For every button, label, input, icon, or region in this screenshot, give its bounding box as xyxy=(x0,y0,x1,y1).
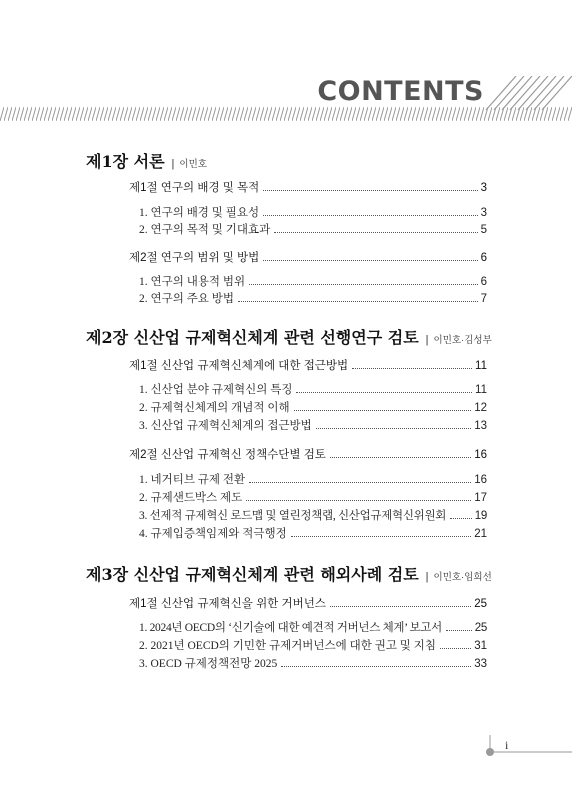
dot-leader xyxy=(246,500,471,501)
dot-leader xyxy=(330,606,471,607)
chapter-heading[interactable] xyxy=(86,149,207,172)
page-number: 19 xyxy=(474,510,487,522)
item-title: 3. 선제적 규제혁신 로드맵 및 열린정책랩, 신산업규제혁신위원회 xyxy=(139,510,447,522)
item-title: 4. 규제입증책임제와 적극행정 xyxy=(139,528,287,540)
item-title: 2. 연구의 목적 및 기대효과 xyxy=(139,224,271,236)
item-title: 1. 네거티브 규제 전환 xyxy=(139,474,246,486)
item-title: 1. 2024년 OECD의 ‘신기술에 대한 예견적 거버넌스 체계’ 보고서 xyxy=(139,622,442,634)
dot-leader xyxy=(446,630,472,631)
page-number: 6 xyxy=(480,276,487,288)
dot-leader xyxy=(316,428,471,429)
page-number-footer: i xyxy=(505,738,509,752)
dot-leader xyxy=(263,190,477,191)
chapter-authors: 이민호·김성부 xyxy=(433,335,492,346)
page-number: 31 xyxy=(474,640,487,652)
dot-leader xyxy=(274,232,477,233)
chapter-separator: | xyxy=(425,571,429,583)
item-title: 2. 규제샌드박스 제도 xyxy=(139,492,243,504)
page-number: 7 xyxy=(480,293,487,305)
chapter-authors: 이민호·임희선 xyxy=(433,572,492,583)
toc-item-row[interactable] xyxy=(139,489,487,505)
chapter-heading[interactable] xyxy=(86,325,492,348)
toc-item-row[interactable] xyxy=(139,381,487,397)
chapter-title: 제3장 신산업 규제혁신체계 관련 해외사례 검토 xyxy=(86,565,419,584)
dot-leader xyxy=(294,410,472,411)
toc-section-row[interactable] xyxy=(129,179,487,195)
page-number: 16 xyxy=(474,449,487,461)
page-number: 12 xyxy=(474,402,487,414)
section-title: 제1절 연구의 배경 및 목적 xyxy=(129,182,260,194)
toc-item-row[interactable] xyxy=(139,619,487,635)
header-stripes xyxy=(482,76,572,110)
footer-rule xyxy=(0,735,572,775)
chapter-separator: | xyxy=(425,334,429,346)
page-number: 25 xyxy=(474,622,487,634)
dot-leader xyxy=(281,666,471,667)
toc-item-row[interactable] xyxy=(139,399,487,415)
dot-leader xyxy=(263,260,477,261)
page-number: 6 xyxy=(480,252,487,264)
toc-section-row[interactable] xyxy=(129,357,487,373)
item-title: 2. 2021년 OECD의 기민한 규제거버넌스에 대한 권고 및 지침 xyxy=(139,640,436,652)
item-title: 1. 연구의 배경 및 필요성 xyxy=(139,207,260,219)
toc-section-row[interactable] xyxy=(129,595,487,611)
dot-leader xyxy=(263,215,477,216)
section-title: 제1절 신산업 규제혁신체계에 대한 접근방법 xyxy=(129,360,349,372)
chapter-authors: 이민호 xyxy=(179,159,207,170)
page-number: 3 xyxy=(480,207,487,219)
chapter-title: 제2장 신산업 규제혁신체계 관련 선행연구 검토 xyxy=(86,328,419,347)
dot-leader xyxy=(330,457,471,458)
chapter-separator: | xyxy=(171,158,175,170)
dot-leader xyxy=(238,301,478,302)
dot-leader xyxy=(249,482,471,483)
toc-section-row[interactable] xyxy=(129,249,487,265)
contents-title: CONTENTS xyxy=(317,76,484,107)
chapter-title: 제1장 서론 xyxy=(86,152,165,171)
page-number: 33 xyxy=(474,658,487,670)
dot-leader xyxy=(352,368,472,369)
toc-item-row[interactable] xyxy=(139,525,487,541)
toc-item-row[interactable] xyxy=(139,471,487,487)
toc-section-row[interactable] xyxy=(129,446,487,462)
item-title: 3. OECD 규제정책전망 2025 xyxy=(139,658,278,670)
toc-item-row[interactable] xyxy=(139,221,487,237)
page-number: 3 xyxy=(480,182,487,194)
toc-item-row[interactable] xyxy=(139,655,487,671)
page-number: 16 xyxy=(474,474,487,486)
dot-leader xyxy=(291,536,472,537)
toc-item-row[interactable] xyxy=(139,507,487,523)
dot-leader xyxy=(440,648,471,649)
chapter-heading[interactable] xyxy=(86,562,492,585)
dot-leader xyxy=(296,392,472,393)
dot-leader xyxy=(450,518,472,519)
item-title: 1. 신산업 분야 규제혁신의 특징 xyxy=(139,384,293,396)
toc-item-row[interactable] xyxy=(139,417,487,433)
item-title: 1. 연구의 내용적 범위 xyxy=(139,276,246,288)
item-title: 3. 신산업 규제혁신체계의 접근방법 xyxy=(139,420,312,432)
page-number: 11 xyxy=(475,384,487,396)
page-header xyxy=(0,0,572,130)
page-number: 5 xyxy=(480,224,487,236)
dot-leader xyxy=(249,284,477,285)
page-number: 17 xyxy=(474,492,487,504)
item-title: 2. 연구의 주요 방법 xyxy=(139,293,235,305)
toc-item-row[interactable] xyxy=(139,204,487,220)
section-title: 제2절 신산업 규제혁신 정책수단별 검토 xyxy=(129,449,326,461)
section-title: 제2절 연구의 범위 및 방법 xyxy=(129,252,260,264)
page-number: 21 xyxy=(474,528,487,540)
toc-item-row[interactable] xyxy=(139,290,487,306)
section-title: 제1절 신산업 규제혁신을 위한 거버넌스 xyxy=(129,598,326,610)
page-number: 25 xyxy=(474,598,487,610)
page-number: 13 xyxy=(474,420,487,432)
item-title: 2. 규제혁신체계의 개념적 이해 xyxy=(139,402,290,414)
page-number: 11 xyxy=(475,360,487,372)
toc-item-row[interactable] xyxy=(139,637,487,653)
toc-item-row[interactable] xyxy=(139,273,487,289)
